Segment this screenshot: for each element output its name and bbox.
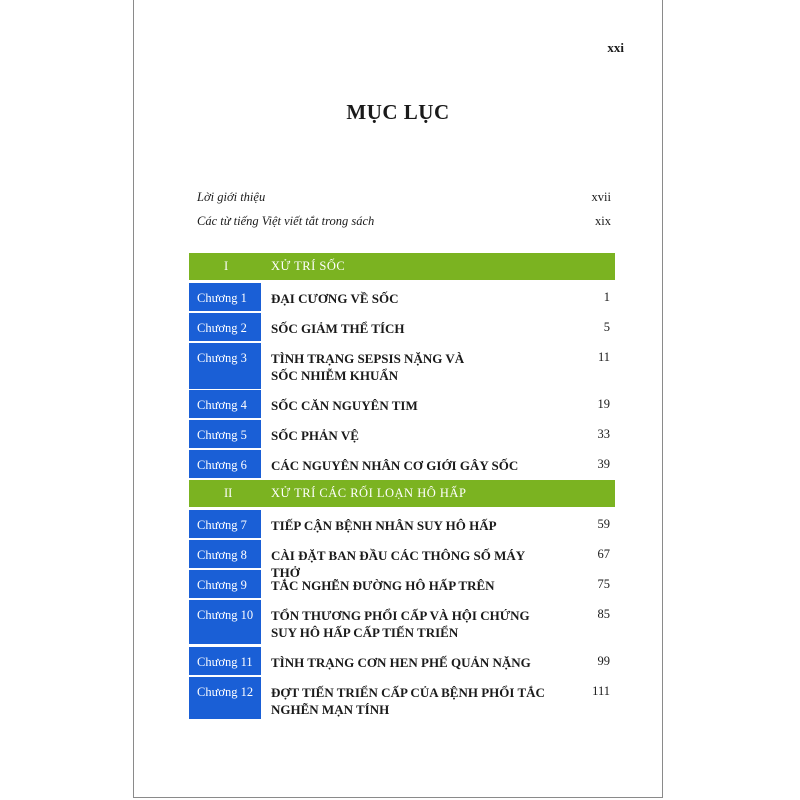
chapter-row [189, 647, 615, 675]
front-matter-item [197, 190, 611, 205]
chapter-page: 19 [597, 397, 610, 411]
chapter-row [189, 600, 615, 644]
chapter-page: 75 [597, 577, 610, 591]
section-title: XỬ TRÍ SỐC [271, 259, 346, 273]
page-number: xxi [607, 40, 624, 55]
chapter-label: Chương 8 [189, 540, 261, 568]
chapter-label: Chương 11 [189, 647, 261, 675]
chapter-page: 99 [597, 654, 610, 668]
section-header [189, 253, 615, 280]
chapter-page: 11 [597, 350, 610, 364]
chapter-label: Chương 6 [189, 450, 261, 478]
chapter-page: 67 [597, 547, 610, 561]
front-matter-page: xix [595, 214, 611, 228]
chapter-label: Chương 12 [189, 677, 261, 719]
chapter-title: TÌNH TRẠNG SEPSIS NẶNG VÀ SỐC NHIỄM KHUẨN [271, 351, 465, 383]
front-matter-item [197, 214, 611, 229]
chapter-row [189, 540, 615, 580]
chapter-title: SỐC PHẢN VỆ [271, 428, 359, 443]
chapter-title: CÁC NGUYÊN NHÂN CƠ GIỚI GÂY SỐC [271, 458, 519, 473]
chapter-label: Chương 5 [189, 420, 261, 448]
chapter-label: Chương 1 [189, 283, 261, 311]
chapter-row [189, 420, 615, 448]
front-matter-label: Lời giới thiệu [197, 190, 266, 204]
chapter-label: Chương 9 [189, 570, 261, 598]
chapter-row [189, 677, 615, 719]
section-number: I [224, 259, 229, 273]
front-matter-page: xvii [591, 190, 611, 204]
chapter-page: 33 [597, 427, 610, 441]
chapter-title: TÌNH TRẠNG CƠN HEN PHẾ QUẢN NẶNG [271, 655, 531, 670]
section-number: II [224, 486, 233, 500]
section-title: XỬ TRÍ CÁC RỐI LOẠN HÔ HẤP [271, 486, 467, 500]
chapter-row [189, 390, 615, 418]
chapter-label: Chương 2 [189, 313, 261, 341]
chapter-title: TẮC NGHẼN ĐƯỜNG HÔ HẤP TRÊN [271, 578, 495, 593]
chapter-page: 85 [597, 607, 610, 621]
chapter-row [189, 510, 615, 538]
chapter-row [189, 283, 615, 311]
chapter-row [189, 570, 615, 598]
chapter-page: 59 [597, 517, 610, 531]
section-header [189, 480, 615, 507]
chapter-title: ĐỢT TIẾN TRIỂN CẤP CỦA BỆNH PHỔI TẮC NGHẼN MẠN TÍNH [271, 685, 545, 717]
chapter-title: TIẾP CẬN BỆNH NHÂN SUY HÔ HẤP [271, 518, 497, 533]
chapter-title: ĐẠI CƯƠNG VỀ SỐC [271, 291, 399, 306]
chapter-row [189, 343, 615, 389]
chapter-page: 39 [597, 457, 610, 471]
chapter-title: SỐC CĂN NGUYÊN TIM [271, 398, 418, 413]
chapter-row [189, 450, 615, 478]
chapter-label: Chương 3 [189, 343, 261, 389]
chapter-label: Chương 4 [189, 390, 261, 418]
book-page [133, 0, 663, 798]
front-matter-label: Các từ tiếng Việt viết tắt trong sách [197, 214, 375, 228]
chapter-title: TỔN THƯƠNG PHỔI CẤP VÀ HỘI CHỨNG SUY HÔ HẤP CẤP TIẾN TRIỂN [271, 608, 530, 640]
chapter-title: CÀI ĐẶT BAN ĐẦU CÁC THÔNG SỐ MÁY THỞ [271, 548, 525, 580]
chapter-label: Chương 10 [189, 600, 261, 644]
chapter-page: 1 [603, 290, 610, 304]
chapter-page: 5 [603, 320, 610, 334]
chapter-label: Chương 7 [189, 510, 261, 538]
chapter-title: SỐC GIẢM THỂ TÍCH [271, 321, 405, 336]
chapter-page: 111 [592, 684, 610, 698]
chapter-row [189, 313, 615, 341]
page-title: MỤC LỤC [346, 100, 450, 124]
